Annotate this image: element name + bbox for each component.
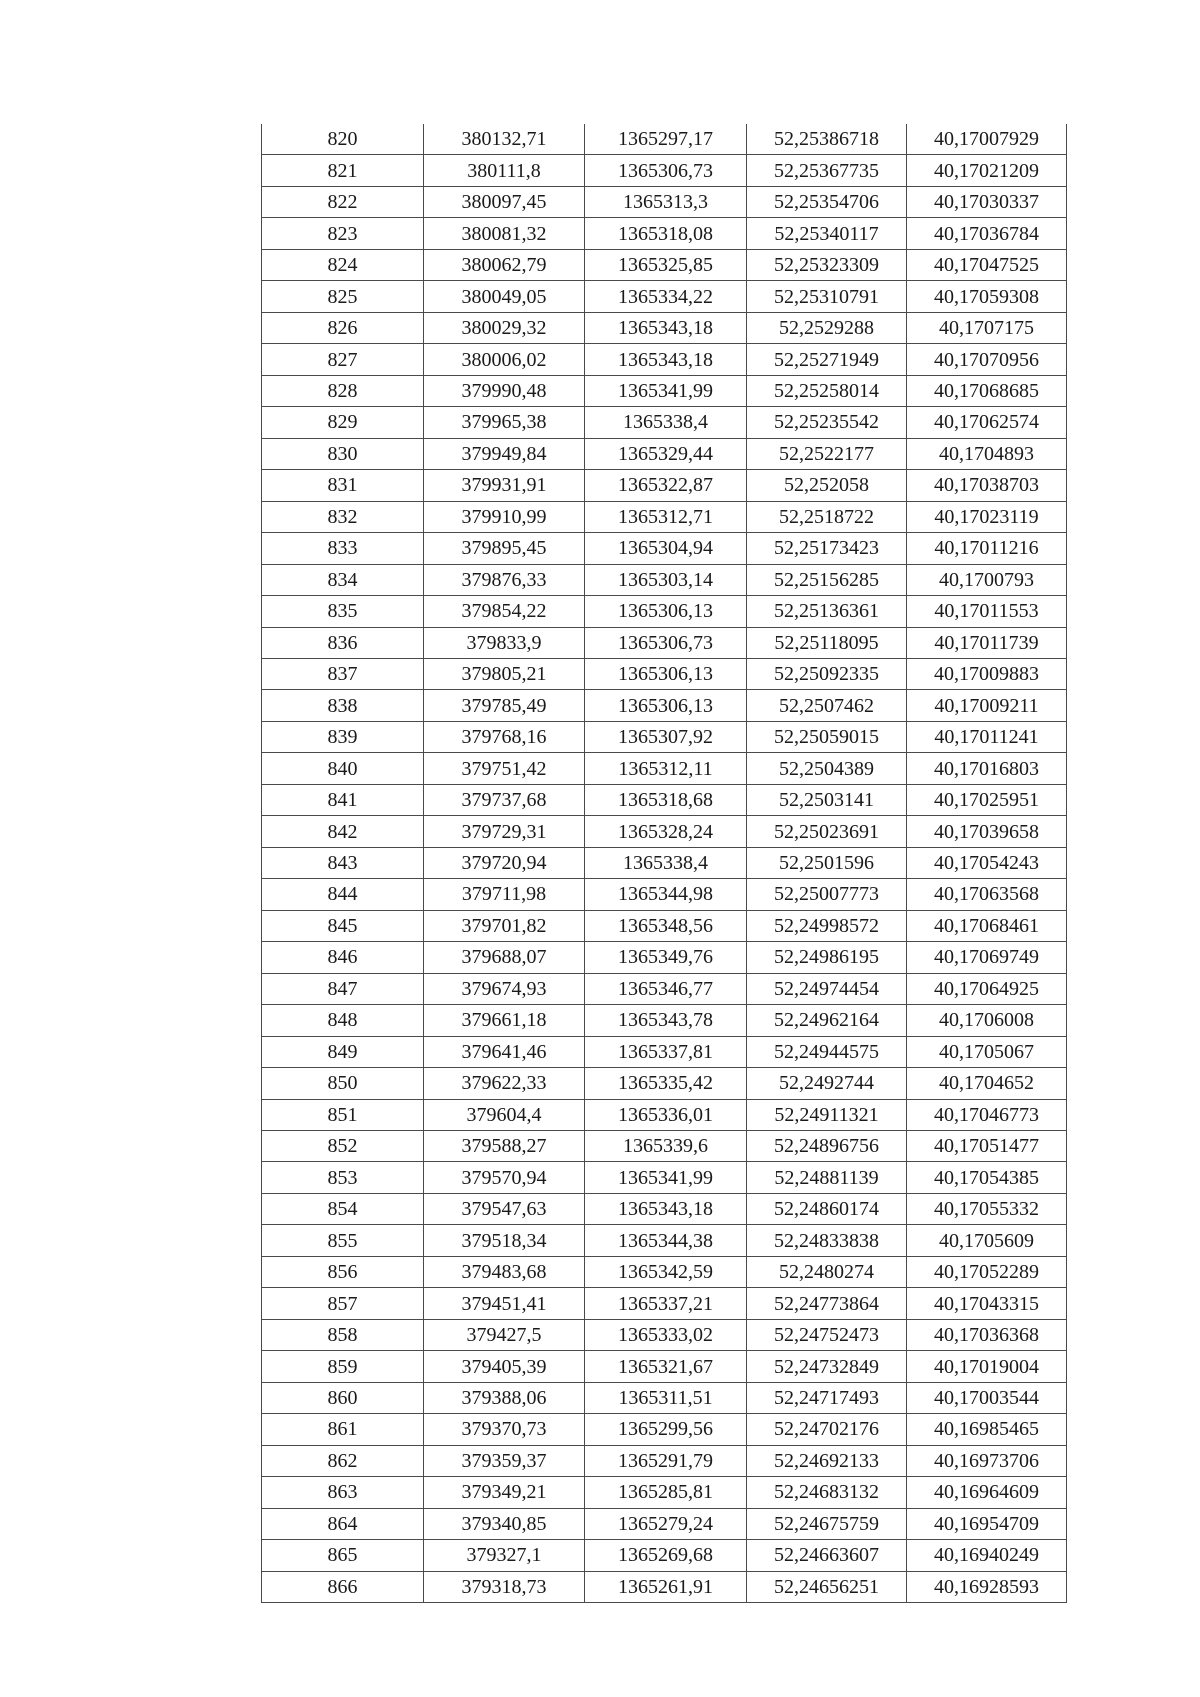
x-coordinate-cell: 379701,82 (424, 910, 585, 941)
latitude-cell: 52,25059015 (747, 721, 907, 752)
longitude-cell: 40,17069749 (907, 942, 1067, 973)
x-coordinate-cell: 379854,22 (424, 596, 585, 627)
y-coordinate-cell: 1365303,14 (585, 564, 747, 595)
x-coordinate-cell: 379451,41 (424, 1288, 585, 1319)
point-number-cell: 851 (262, 1099, 424, 1130)
longitude-cell: 40,16964609 (907, 1477, 1067, 1508)
y-coordinate-cell: 1365269,68 (585, 1540, 747, 1571)
y-coordinate-cell: 1365341,99 (585, 375, 747, 406)
table-row (262, 1414, 1067, 1445)
y-coordinate-cell: 1365306,73 (585, 627, 747, 658)
y-coordinate-cell: 1365343,18 (585, 312, 747, 343)
longitude-cell: 40,17007929 (907, 124, 1067, 155)
y-coordinate-cell: 1365299,56 (585, 1414, 747, 1445)
point-number-cell: 836 (262, 627, 424, 658)
latitude-cell: 52,25310791 (747, 281, 907, 312)
longitude-cell: 40,17064925 (907, 973, 1067, 1004)
longitude-cell: 40,17036368 (907, 1319, 1067, 1350)
x-coordinate-cell: 379570,94 (424, 1162, 585, 1193)
point-number-cell: 856 (262, 1256, 424, 1287)
longitude-cell: 40,17054243 (907, 847, 1067, 878)
point-number-cell: 845 (262, 910, 424, 941)
x-coordinate-cell: 379910,99 (424, 501, 585, 532)
point-number-cell: 842 (262, 816, 424, 847)
longitude-cell: 40,1704652 (907, 1068, 1067, 1099)
y-coordinate-cell: 1365307,92 (585, 721, 747, 752)
x-coordinate-cell: 379349,21 (424, 1477, 585, 1508)
longitude-cell: 40,17025951 (907, 784, 1067, 815)
x-coordinate-cell: 379737,68 (424, 784, 585, 815)
y-coordinate-cell: 1365348,56 (585, 910, 747, 941)
y-coordinate-cell: 1365349,76 (585, 942, 747, 973)
x-coordinate-cell: 379661,18 (424, 1005, 585, 1036)
table-row (262, 1225, 1067, 1256)
y-coordinate-cell: 1365261,91 (585, 1571, 747, 1602)
point-number-cell: 838 (262, 690, 424, 721)
longitude-cell: 40,17003544 (907, 1382, 1067, 1413)
point-number-cell: 823 (262, 218, 424, 249)
table-row (262, 1005, 1067, 1036)
y-coordinate-cell: 1365337,81 (585, 1036, 747, 1067)
longitude-cell: 40,17039658 (907, 816, 1067, 847)
table-row (262, 438, 1067, 469)
y-coordinate-cell: 1365329,44 (585, 438, 747, 469)
longitude-cell: 40,17068685 (907, 375, 1067, 406)
longitude-cell: 40,17023119 (907, 501, 1067, 532)
table-row (262, 186, 1067, 217)
y-coordinate-cell: 1365312,11 (585, 753, 747, 784)
table-row (262, 1445, 1067, 1476)
coordinates-table-body (262, 124, 1067, 1603)
point-number-cell: 826 (262, 312, 424, 343)
table-row (262, 375, 1067, 406)
y-coordinate-cell: 1365321,67 (585, 1351, 747, 1382)
latitude-cell: 52,2503141 (747, 784, 907, 815)
table-row (262, 1288, 1067, 1319)
x-coordinate-cell: 380081,32 (424, 218, 585, 249)
table-row (262, 1036, 1067, 1067)
point-number-cell: 825 (262, 281, 424, 312)
latitude-cell: 52,24896756 (747, 1131, 907, 1162)
point-number-cell: 841 (262, 784, 424, 815)
y-coordinate-cell: 1365311,51 (585, 1382, 747, 1413)
table-row (262, 847, 1067, 878)
longitude-cell: 40,1707175 (907, 312, 1067, 343)
point-number-cell: 853 (262, 1162, 424, 1193)
table-row (262, 218, 1067, 249)
latitude-cell: 52,24702176 (747, 1414, 907, 1445)
point-number-cell: 843 (262, 847, 424, 878)
table-row (262, 658, 1067, 689)
table-row (262, 627, 1067, 658)
longitude-cell: 40,16985465 (907, 1414, 1067, 1445)
latitude-cell: 52,24962164 (747, 1005, 907, 1036)
longitude-cell: 40,16928593 (907, 1571, 1067, 1602)
latitude-cell: 52,24717493 (747, 1382, 907, 1413)
table-row (262, 1099, 1067, 1130)
y-coordinate-cell: 1365333,02 (585, 1319, 747, 1350)
latitude-cell: 52,25156285 (747, 564, 907, 595)
y-coordinate-cell: 1365312,71 (585, 501, 747, 532)
table-row (262, 501, 1067, 532)
latitude-cell: 52,25354706 (747, 186, 907, 217)
table-row (262, 1477, 1067, 1508)
point-number-cell: 863 (262, 1477, 424, 1508)
longitude-cell: 40,17051477 (907, 1131, 1067, 1162)
table-row (262, 1351, 1067, 1382)
latitude-cell: 52,24752473 (747, 1319, 907, 1350)
y-coordinate-cell: 1365279,24 (585, 1508, 747, 1539)
point-number-cell: 827 (262, 344, 424, 375)
x-coordinate-cell: 379427,5 (424, 1319, 585, 1350)
latitude-cell: 52,2480274 (747, 1256, 907, 1287)
table-row (262, 281, 1067, 312)
x-coordinate-cell: 380132,71 (424, 124, 585, 155)
point-number-cell: 848 (262, 1005, 424, 1036)
point-number-cell: 865 (262, 1540, 424, 1571)
longitude-cell: 40,17063568 (907, 879, 1067, 910)
longitude-cell: 40,17059308 (907, 281, 1067, 312)
table-row (262, 1382, 1067, 1413)
table-row (262, 816, 1067, 847)
latitude-cell: 52,252058 (747, 470, 907, 501)
x-coordinate-cell: 380029,32 (424, 312, 585, 343)
table-row (262, 407, 1067, 438)
longitude-cell: 40,17011553 (907, 596, 1067, 627)
x-coordinate-cell: 379931,91 (424, 470, 585, 501)
latitude-cell: 52,25258014 (747, 375, 907, 406)
table-row (262, 312, 1067, 343)
table-row (262, 879, 1067, 910)
latitude-cell: 52,24773864 (747, 1288, 907, 1319)
latitude-cell: 52,2522177 (747, 438, 907, 469)
latitude-cell: 52,25136361 (747, 596, 907, 627)
point-number-cell: 854 (262, 1193, 424, 1224)
x-coordinate-cell: 379785,49 (424, 690, 585, 721)
latitude-cell: 52,24656251 (747, 1571, 907, 1602)
point-number-cell: 864 (262, 1508, 424, 1539)
table-row (262, 124, 1067, 155)
table-row (262, 1193, 1067, 1224)
point-number-cell: 846 (262, 942, 424, 973)
table-row (262, 784, 1067, 815)
y-coordinate-cell: 1365338,4 (585, 847, 747, 878)
point-number-cell: 857 (262, 1288, 424, 1319)
x-coordinate-cell: 379388,06 (424, 1382, 585, 1413)
latitude-cell: 52,2504389 (747, 753, 907, 784)
longitude-cell: 40,17062574 (907, 407, 1067, 438)
x-coordinate-cell: 379359,37 (424, 1445, 585, 1476)
longitude-cell: 40,1705067 (907, 1036, 1067, 1067)
point-number-cell: 855 (262, 1225, 424, 1256)
latitude-cell: 52,24683132 (747, 1477, 907, 1508)
y-coordinate-cell: 1365318,68 (585, 784, 747, 815)
x-coordinate-cell: 379327,1 (424, 1540, 585, 1571)
y-coordinate-cell: 1365334,22 (585, 281, 747, 312)
latitude-cell: 52,24881139 (747, 1162, 907, 1193)
x-coordinate-cell: 379547,63 (424, 1193, 585, 1224)
table-row (262, 1319, 1067, 1350)
latitude-cell: 52,24986195 (747, 942, 907, 973)
latitude-cell: 52,24911321 (747, 1099, 907, 1130)
y-coordinate-cell: 1365322,87 (585, 470, 747, 501)
table-row (262, 249, 1067, 280)
table-row (262, 596, 1067, 627)
longitude-cell: 40,17009211 (907, 690, 1067, 721)
latitude-cell: 52,24974454 (747, 973, 907, 1004)
x-coordinate-cell: 379604,4 (424, 1099, 585, 1130)
table-row (262, 1256, 1067, 1287)
point-number-cell: 852 (262, 1131, 424, 1162)
y-coordinate-cell: 1365285,81 (585, 1477, 747, 1508)
y-coordinate-cell: 1365338,4 (585, 407, 747, 438)
x-coordinate-cell: 379805,21 (424, 658, 585, 689)
x-coordinate-cell: 379720,94 (424, 847, 585, 878)
x-coordinate-cell: 379340,85 (424, 1508, 585, 1539)
table-row (262, 942, 1067, 973)
y-coordinate-cell: 1365339,6 (585, 1131, 747, 1162)
y-coordinate-cell: 1365328,24 (585, 816, 747, 847)
table-row (262, 1162, 1067, 1193)
coordinates-table (261, 124, 1067, 1603)
latitude-cell: 52,25235542 (747, 407, 907, 438)
latitude-cell: 52,2501596 (747, 847, 907, 878)
point-number-cell: 861 (262, 1414, 424, 1445)
longitude-cell: 40,16973706 (907, 1445, 1067, 1476)
longitude-cell: 40,16940249 (907, 1540, 1067, 1571)
point-number-cell: 828 (262, 375, 424, 406)
latitude-cell: 52,24944575 (747, 1036, 907, 1067)
longitude-cell: 40,17046773 (907, 1099, 1067, 1130)
table-row (262, 1508, 1067, 1539)
x-coordinate-cell: 379895,45 (424, 533, 585, 564)
y-coordinate-cell: 1365337,21 (585, 1288, 747, 1319)
latitude-cell: 52,2507462 (747, 690, 907, 721)
table-row (262, 470, 1067, 501)
table-row (262, 533, 1067, 564)
longitude-cell: 40,17011739 (907, 627, 1067, 658)
latitude-cell: 52,25007773 (747, 879, 907, 910)
longitude-cell: 40,1705609 (907, 1225, 1067, 1256)
longitude-cell: 40,17070956 (907, 344, 1067, 375)
table-row (262, 973, 1067, 1004)
x-coordinate-cell: 379949,84 (424, 438, 585, 469)
longitude-cell: 40,17043315 (907, 1288, 1067, 1319)
point-number-cell: 839 (262, 721, 424, 752)
point-number-cell: 824 (262, 249, 424, 280)
x-coordinate-cell: 380006,02 (424, 344, 585, 375)
latitude-cell: 52,24692133 (747, 1445, 907, 1476)
y-coordinate-cell: 1365344,38 (585, 1225, 747, 1256)
y-coordinate-cell: 1365306,13 (585, 658, 747, 689)
x-coordinate-cell: 379688,07 (424, 942, 585, 973)
y-coordinate-cell: 1365344,98 (585, 879, 747, 910)
table-row (262, 344, 1067, 375)
latitude-cell: 52,25023691 (747, 816, 907, 847)
point-number-cell: 858 (262, 1319, 424, 1350)
y-coordinate-cell: 1365313,3 (585, 186, 747, 217)
point-number-cell: 837 (262, 658, 424, 689)
point-number-cell: 829 (262, 407, 424, 438)
longitude-cell: 40,17038703 (907, 470, 1067, 501)
x-coordinate-cell: 379318,73 (424, 1571, 585, 1602)
longitude-cell: 40,17052289 (907, 1256, 1067, 1287)
y-coordinate-cell: 1365336,01 (585, 1099, 747, 1130)
table-row (262, 1571, 1067, 1602)
latitude-cell: 52,25386718 (747, 124, 907, 155)
point-number-cell: 833 (262, 533, 424, 564)
point-number-cell: 849 (262, 1036, 424, 1067)
x-coordinate-cell: 380062,79 (424, 249, 585, 280)
x-coordinate-cell: 379483,68 (424, 1256, 585, 1287)
longitude-cell: 40,17055332 (907, 1193, 1067, 1224)
longitude-cell: 40,17011241 (907, 721, 1067, 752)
point-number-cell: 832 (262, 501, 424, 532)
point-number-cell: 860 (262, 1382, 424, 1413)
x-coordinate-cell: 379876,33 (424, 564, 585, 595)
y-coordinate-cell: 1365343,18 (585, 1193, 747, 1224)
latitude-cell: 52,25271949 (747, 344, 907, 375)
latitude-cell: 52,25340117 (747, 218, 907, 249)
point-number-cell: 834 (262, 564, 424, 595)
x-coordinate-cell: 379768,16 (424, 721, 585, 752)
longitude-cell: 40,17021209 (907, 155, 1067, 186)
latitude-cell: 52,25118095 (747, 627, 907, 658)
point-number-cell: 866 (262, 1571, 424, 1602)
point-number-cell: 830 (262, 438, 424, 469)
latitude-cell: 52,2529288 (747, 312, 907, 343)
longitude-cell: 40,17009883 (907, 658, 1067, 689)
table-row (262, 1068, 1067, 1099)
longitude-cell: 40,16954709 (907, 1508, 1067, 1539)
y-coordinate-cell: 1365306,13 (585, 690, 747, 721)
y-coordinate-cell: 1365335,42 (585, 1068, 747, 1099)
x-coordinate-cell: 380097,45 (424, 186, 585, 217)
latitude-cell: 52,24663607 (747, 1540, 907, 1571)
table-row (262, 155, 1067, 186)
y-coordinate-cell: 1365343,78 (585, 1005, 747, 1036)
x-coordinate-cell: 379405,39 (424, 1351, 585, 1382)
y-coordinate-cell: 1365306,73 (585, 155, 747, 186)
point-number-cell: 859 (262, 1351, 424, 1382)
x-coordinate-cell: 379588,27 (424, 1131, 585, 1162)
x-coordinate-cell: 379622,33 (424, 1068, 585, 1099)
x-coordinate-cell: 379833,9 (424, 627, 585, 658)
latitude-cell: 52,2518722 (747, 501, 907, 532)
longitude-cell: 40,17047525 (907, 249, 1067, 280)
longitude-cell: 40,17011216 (907, 533, 1067, 564)
longitude-cell: 40,1700793 (907, 564, 1067, 595)
point-number-cell: 835 (262, 596, 424, 627)
longitude-cell: 40,1704893 (907, 438, 1067, 469)
y-coordinate-cell: 1365343,18 (585, 344, 747, 375)
x-coordinate-cell: 379711,98 (424, 879, 585, 910)
table-row (262, 910, 1067, 941)
latitude-cell: 52,25323309 (747, 249, 907, 280)
latitude-cell: 52,25367735 (747, 155, 907, 186)
longitude-cell: 40,17030337 (907, 186, 1067, 217)
table-row (262, 721, 1067, 752)
x-coordinate-cell: 379370,73 (424, 1414, 585, 1445)
y-coordinate-cell: 1365306,13 (585, 596, 747, 627)
longitude-cell: 40,17019004 (907, 1351, 1067, 1382)
y-coordinate-cell: 1365342,59 (585, 1256, 747, 1287)
y-coordinate-cell: 1365304,94 (585, 533, 747, 564)
y-coordinate-cell: 1365341,99 (585, 1162, 747, 1193)
latitude-cell: 52,25092335 (747, 658, 907, 689)
point-number-cell: 840 (262, 753, 424, 784)
y-coordinate-cell: 1365318,08 (585, 218, 747, 249)
x-coordinate-cell: 379751,42 (424, 753, 585, 784)
point-number-cell: 821 (262, 155, 424, 186)
latitude-cell: 52,24833838 (747, 1225, 907, 1256)
table-row (262, 1131, 1067, 1162)
latitude-cell: 52,24860174 (747, 1193, 907, 1224)
x-coordinate-cell: 380111,8 (424, 155, 585, 186)
table-row (262, 753, 1067, 784)
x-coordinate-cell: 380049,05 (424, 281, 585, 312)
latitude-cell: 52,24998572 (747, 910, 907, 941)
x-coordinate-cell: 379641,46 (424, 1036, 585, 1067)
point-number-cell: 847 (262, 973, 424, 1004)
point-number-cell: 822 (262, 186, 424, 217)
x-coordinate-cell: 379990,48 (424, 375, 585, 406)
y-coordinate-cell: 1365291,79 (585, 1445, 747, 1476)
table-row (262, 1540, 1067, 1571)
latitude-cell: 52,24675759 (747, 1508, 907, 1539)
latitude-cell: 52,24732849 (747, 1351, 907, 1382)
point-number-cell: 850 (262, 1068, 424, 1099)
x-coordinate-cell: 379674,93 (424, 973, 585, 1004)
point-number-cell: 844 (262, 879, 424, 910)
x-coordinate-cell: 379965,38 (424, 407, 585, 438)
longitude-cell: 40,17036784 (907, 218, 1067, 249)
longitude-cell: 40,17068461 (907, 910, 1067, 941)
table-row (262, 690, 1067, 721)
y-coordinate-cell: 1365297,17 (585, 124, 747, 155)
longitude-cell: 40,17054385 (907, 1162, 1067, 1193)
point-number-cell: 820 (262, 124, 424, 155)
x-coordinate-cell: 379518,34 (424, 1225, 585, 1256)
point-number-cell: 862 (262, 1445, 424, 1476)
longitude-cell: 40,17016803 (907, 753, 1067, 784)
y-coordinate-cell: 1365325,85 (585, 249, 747, 280)
y-coordinate-cell: 1365346,77 (585, 973, 747, 1004)
point-number-cell: 831 (262, 470, 424, 501)
latitude-cell: 52,25173423 (747, 533, 907, 564)
table-row (262, 564, 1067, 595)
latitude-cell: 52,2492744 (747, 1068, 907, 1099)
longitude-cell: 40,1706008 (907, 1005, 1067, 1036)
x-coordinate-cell: 379729,31 (424, 816, 585, 847)
